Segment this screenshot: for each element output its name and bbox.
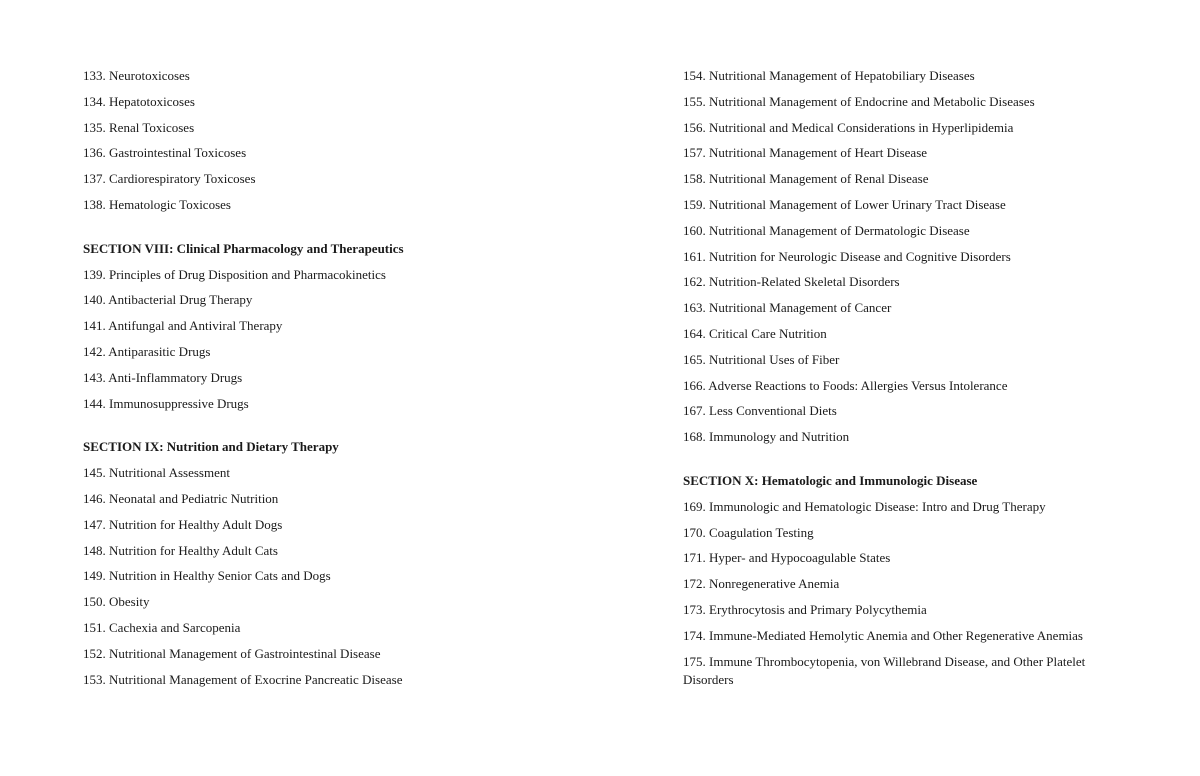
toc-entry: 157. Nutritional Management of Heart Disease: [683, 145, 928, 161]
toc-entry: 169. Immunologic and Hematologic Disease: Intro and Drug Therapy: [683, 498, 1046, 514]
toc-entry: 167. Less Conventional Diets: [683, 403, 837, 419]
toc-entry: 141. Antifungal and Antiviral Therapy: [83, 318, 283, 334]
toc-entry: 173. Erythrocytosis and Primary Polycythemia: [683, 601, 927, 617]
toc-entry: 159. Nutritional Management of Lower Urinary Tract Disease: [683, 196, 1006, 212]
toc-entry: 164. Critical Care Nutrition: [683, 325, 827, 341]
toc-entry: 163. Nutritional Management of Cancer: [683, 300, 892, 316]
section-heading: SECTION X: Hematologic and Immunologic Disease: [683, 472, 978, 488]
toc-entry: 152. Nutritional Management of Gastrointestinal Disease: [83, 645, 381, 661]
toc-entry: 175. Immune Thrombocytopenia, von Willebrand Disease, and Other Platelet Disorders: [683, 653, 1086, 687]
toc-entry: 133. Neurotoxicoses: [83, 68, 190, 83]
toc-entry: 166. Adverse Reactions to Foods: Allergies Versus Intolerance: [683, 377, 1008, 393]
toc-entry: 154. Nutritional Management of Hepatobiliary Diseases: [683, 68, 975, 83]
toc-entry: 143. Anti-Inflammatory Drugs: [83, 369, 243, 385]
toc-entry: 147. Nutrition for Healthy Adult Dogs: [83, 516, 283, 532]
toc-entry: 146. Neonatal and Pediatric Nutrition: [83, 490, 279, 506]
toc-entry: 148. Nutrition for Healthy Adult Cats: [83, 542, 278, 558]
toc-entry: 172. Nonregenerative Anemia: [683, 576, 840, 592]
toc-entry: 151. Cachexia and Sarcopenia: [83, 619, 241, 635]
toc-entry: 155. Nutritional Management of Endocrine and Metabolic Diseases: [683, 93, 1035, 109]
toc-entry: 149. Nutrition in Healthy Senior Cats and Dogs: [83, 568, 331, 584]
section-heading: SECTION VIII: Clinical Pharmacology and Therapeutics: [83, 240, 404, 256]
toc-entry: 136. Gastrointestinal Toxicoses: [83, 145, 247, 161]
toc-entry: 142. Antiparasitic Drugs: [83, 343, 211, 359]
toc-entry: 170. Coagulation Testing: [683, 524, 814, 540]
toc-entry: 139. Principles of Drug Disposition and Pharmacokinetics: [83, 266, 386, 282]
toc-entry: 135. Renal Toxicoses: [83, 119, 195, 135]
toc-entry: 140. Antibacterial Drug Therapy: [83, 292, 253, 308]
toc-entry: 150. Obesity: [83, 594, 150, 610]
toc-entry: 165. Nutritional Uses of Fiber: [683, 351, 840, 367]
toc-entry: 134. Hepatotoxicoses: [83, 93, 195, 109]
toc-entry: 174. Immune-Mediated Hemolytic Anemia and Other Regenerative Anemias: [683, 627, 1083, 643]
toc-entry: 171. Hyper- and Hypocoagulable States: [683, 550, 891, 566]
toc-entry: 145. Nutritional Assessment: [83, 465, 230, 481]
section-heading: SECTION IX: Nutrition and Dietary Therapy: [83, 439, 339, 455]
toc-entry: 162. Nutrition-Related Skeletal Disorders: [683, 274, 900, 290]
toc-entry: 137. Cardiorespiratory Toxicoses: [83, 171, 256, 187]
toc-entry: 158. Nutritional Management of Renal Disease: [683, 171, 929, 187]
toc-right-column: [683, 67, 1123, 696]
toc-entry: 160. Nutritional Management of Dermatologic Disease: [683, 222, 970, 238]
toc-entry: 144. Immunosuppressive Drugs: [83, 395, 249, 411]
toc-entry: 156. Nutritional and Medical Considerations in Hyperlipidemia: [683, 119, 1014, 135]
toc-entry: 153. Nutritional Management of Exocrine Pancreatic Disease: [83, 671, 403, 687]
toc-entry: 168. Immunology and Nutrition: [683, 429, 850, 445]
toc-entry: 138. Hematologic Toxicoses: [83, 196, 231, 212]
toc-left-column: [83, 67, 603, 696]
toc-entry: 161. Nutrition for Neurologic Disease and Cognitive Disorders: [683, 248, 1011, 264]
